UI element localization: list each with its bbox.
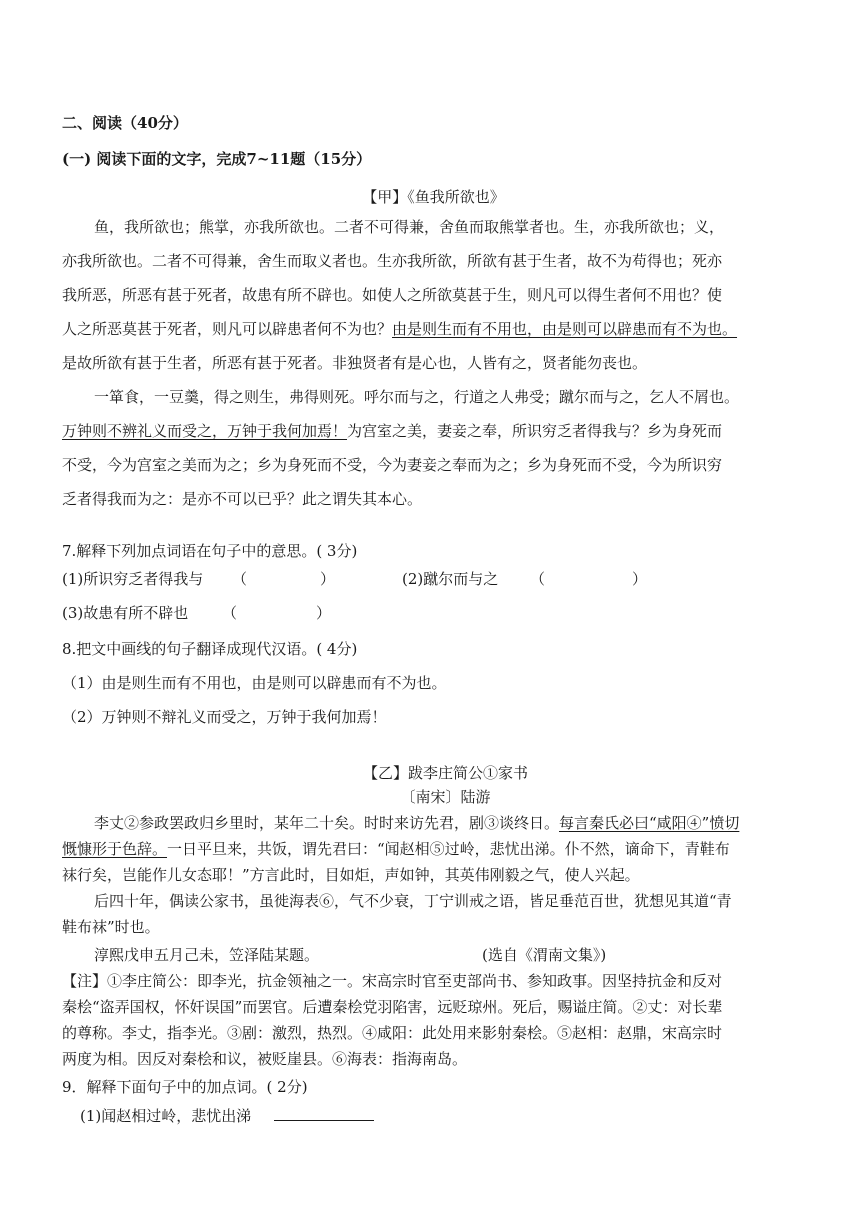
- q8-s2: （2）万钟则不辩礼义而受之，万钟于我何加焉！: [62, 708, 387, 726]
- yi-p2-line1: 后四十年，偶读公家书，虽徙海表⑥，气不少衰，丁宁训戒之语，皆足垂范百世，犹想见其道“青: [94, 892, 732, 910]
- jia-p2-line1: 一箪食，一豆羹，得之则生，弗得则死。呼尔而与之，行道之人弗受；蹴尔而与之，乞人不屑也。: [94, 388, 740, 406]
- yi-p1-line1-a: 李丈②参政罢政归乡里时，某年二十矣。时时来访先君，剧③谈终日。: [94, 814, 560, 832]
- q7-a-paren-open: （: [232, 570, 248, 588]
- yi-note-line4: 两度为相。因反对秦桧和议，被贬崖县。⑥海表：指海南岛。: [62, 1050, 468, 1068]
- yi-p1-line1: [94, 812, 739, 834]
- underlined-sentence-1: 由是则生而有不用也，由是则可以辟患而有不为也。: [392, 320, 738, 338]
- yi-author: 〔南宋〕陆游: [400, 788, 491, 806]
- jia-p1-line4: [62, 318, 737, 340]
- jia-p1-line1: 鱼，我所欲也；熊掌，亦我所欲也。二者不可得兼，舍鱼而取熊掌者也。生，亦我所欲也；义，: [94, 218, 725, 236]
- yi-source: (选自《渭南文集》): [482, 946, 607, 964]
- q7-b-paren-close: ）: [632, 570, 648, 588]
- underlined-sentence-2: 万钟则不辨礼义而受之，万钟于我何加焉！: [62, 422, 348, 440]
- underlined-sentence-3a: 每言秦氏必曰“咸阳④”愤切: [559, 814, 740, 832]
- q8-s1: （1）由是则生而有不用也，由是则可以辟患而有不为也。: [62, 674, 447, 692]
- yi-note-line1: 【注】①李庄简公：即李光，抗金领袖之一。宋高宗时官至吏部尚书、参知政事。因坚持抗金和反对: [62, 972, 723, 990]
- jia-title: 【甲】《鱼我所欲也》: [362, 188, 505, 206]
- yi-title: 【乙】跋李庄简公①家书: [362, 764, 528, 782]
- yi-p1-line2: [62, 838, 730, 860]
- jia-p1-line4-a: 人之所恶莫甚于死者，则凡可以辟患者何不为也？: [62, 320, 393, 338]
- q7-a-paren-close: ）: [320, 570, 336, 588]
- q8-stem: 8.把文中画线的句子翻译成现代汉语。( 4分): [62, 640, 358, 658]
- section-title: 二、阅读（40分）: [62, 114, 188, 132]
- q9-item-text: (1)闻赵相过岭，悲忧出涕: [80, 1107, 252, 1125]
- yi-p1-line2-b: 一日平旦来，共饭，谓先君曰：“闻赵相⑤过岭，悲忧出涕。仆不然，谪命下，青鞋布: [167, 840, 730, 858]
- answer-blank[interactable]: [274, 1104, 374, 1121]
- jia-p2-line3: 不受，今为宫室之美而为之；乡为身死而不受，今为妻妾之奉而为之；乡为身死而不受，今为所识穷: [62, 456, 723, 474]
- q7-stem: 7.解释下列加点词语在句子中的意思。( 3分): [62, 542, 358, 560]
- q7-b: (2)蹴尔而与之: [402, 570, 499, 588]
- yi-p1-line3: 袜行矣，岂能作儿女态耶！”方言此时，目如炬，声如钟，其英伟刚毅之气，使人兴起。: [62, 866, 640, 884]
- yi-note-line3: 的尊称。李丈，指李光。③剧：激烈，热烈。④咸阳：此处用来影射秦桧。⑤赵相：赵鼎，宋高宗时: [62, 1024, 723, 1042]
- jia-p2-line4: 乏者得我而为之：是亦不可以已乎？此之谓失其本心。: [62, 490, 423, 508]
- jia-p1-line3: 我所恶，所恶有甚于死者，故患有所不辟也。如使人之所欲莫甚于生，则凡可以得生者何不用也？使: [62, 286, 723, 304]
- q9-stem: 9．解释下面句子中的加点词。( 2分): [62, 1078, 308, 1096]
- jia-p2-line2: [62, 420, 722, 442]
- q9-item: [80, 1104, 374, 1127]
- yi-p3: 淳熙戊申五月己未，笠泽陆某题。: [94, 946, 320, 964]
- q7-a-text: (1)所识穷乏者得我与: [62, 570, 204, 588]
- q7-c-paren-close: ）: [316, 604, 332, 622]
- q7-c: (3)故患有所不辟也: [62, 604, 189, 622]
- yi-note-line2: 秦桧“盗弄国权，怀奸误国”而罢官。后遭秦桧党羽陷害，远贬琼州。死后，赐谥庄简。②丈：对长辈: [62, 998, 723, 1016]
- underlined-sentence-3b: 慨慷形于色辞。: [62, 840, 168, 858]
- jia-p1-line5: 是故所欲有甚于生者，所恶有甚于死者。非独贤者有是心也，人皆有之，贤者能勿丧也。: [62, 354, 648, 372]
- q7-c-paren-open: （: [222, 604, 238, 622]
- q7-a: [62, 568, 203, 590]
- jia-p2-line2-b: 为宫室之美，妻妾之奉，所识穷乏者得我与？乡为身死而: [347, 422, 723, 440]
- yi-p2-line2: 鞋布袜”时也。: [62, 918, 160, 936]
- part-title: (一) 阅读下面的文字，完成7~11题（15分）: [62, 150, 372, 168]
- jia-p1-line2: 亦我所欲也。二者不可得兼，舍生而取义者也。生亦我所欲，所欲有甚于生者，故不为苟得也；死亦: [62, 252, 723, 270]
- q7-b-paren-open: （: [530, 570, 546, 588]
